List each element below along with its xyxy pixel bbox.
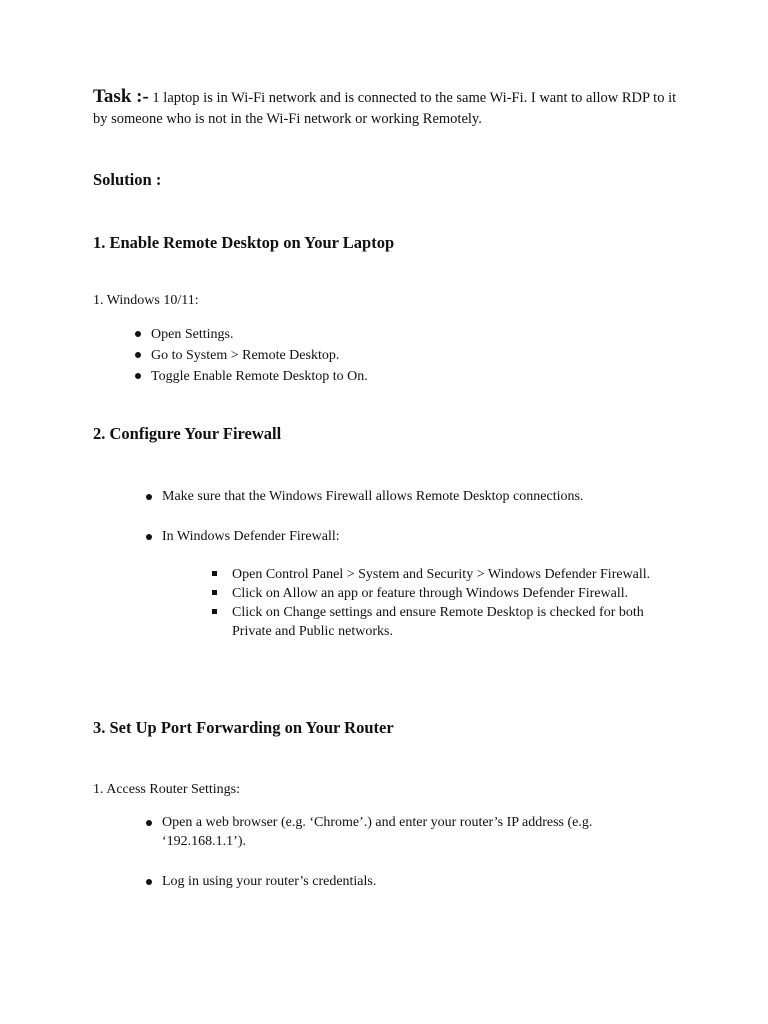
solution-heading: Solution : xyxy=(93,170,162,189)
section-2-bullets xyxy=(162,487,682,506)
section-3-subheading: 1. Access Router Settings: xyxy=(93,782,240,797)
list-item: Log in using your router’s credentials. xyxy=(162,872,662,891)
section-1-heading: 1. Enable Remote Desktop on Your Laptop xyxy=(93,233,395,252)
list-item: Go to System > Remote Desktop. xyxy=(151,345,368,366)
section-3-heading: 3. Set Up Port Forwarding on Your Router xyxy=(93,718,394,737)
section-1-bullets xyxy=(151,324,368,387)
list-item: Open Control Panel > System and Security > Windows Defender Firewall. xyxy=(232,565,672,584)
list-item: Make sure that the Windows Firewall allows Remote Desktop connections. xyxy=(162,487,682,506)
task-paragraph xyxy=(93,86,693,130)
list-item: In Windows Defender Firewall: xyxy=(162,527,682,546)
section-1-subheading: 1. Windows 10/11: xyxy=(93,293,199,308)
section-2-bullets-b xyxy=(162,527,682,546)
list-item: Click on Change settings and ensure Remote Desktop is checked for both Private and Public networks. xyxy=(232,603,672,641)
section-3-bullets xyxy=(162,813,662,851)
list-item: Toggle Enable Remote Desktop to On. xyxy=(151,366,368,387)
section-2-heading: 2. Configure Your Firewall xyxy=(93,424,282,443)
section-3-bullets-b xyxy=(162,872,662,891)
task-label: Task :- xyxy=(93,86,149,107)
section-2-subbullets xyxy=(232,565,672,641)
list-item: Click on Allow an app or feature through Windows Defender Firewall. xyxy=(232,584,672,603)
task-text: 1 laptop is in Wi-Fi network and is connected to the same Wi-Fi. I want to allow RDP to it by someone who is not in the Wi-Fi network or working Remotely. xyxy=(93,90,677,127)
list-item: Open Settings. xyxy=(151,324,368,345)
list-item: Open a web browser (e.g. ‘Chrome’.) and enter your router’s IP address (e.g. ‘192.168.1.1’). xyxy=(162,813,662,851)
